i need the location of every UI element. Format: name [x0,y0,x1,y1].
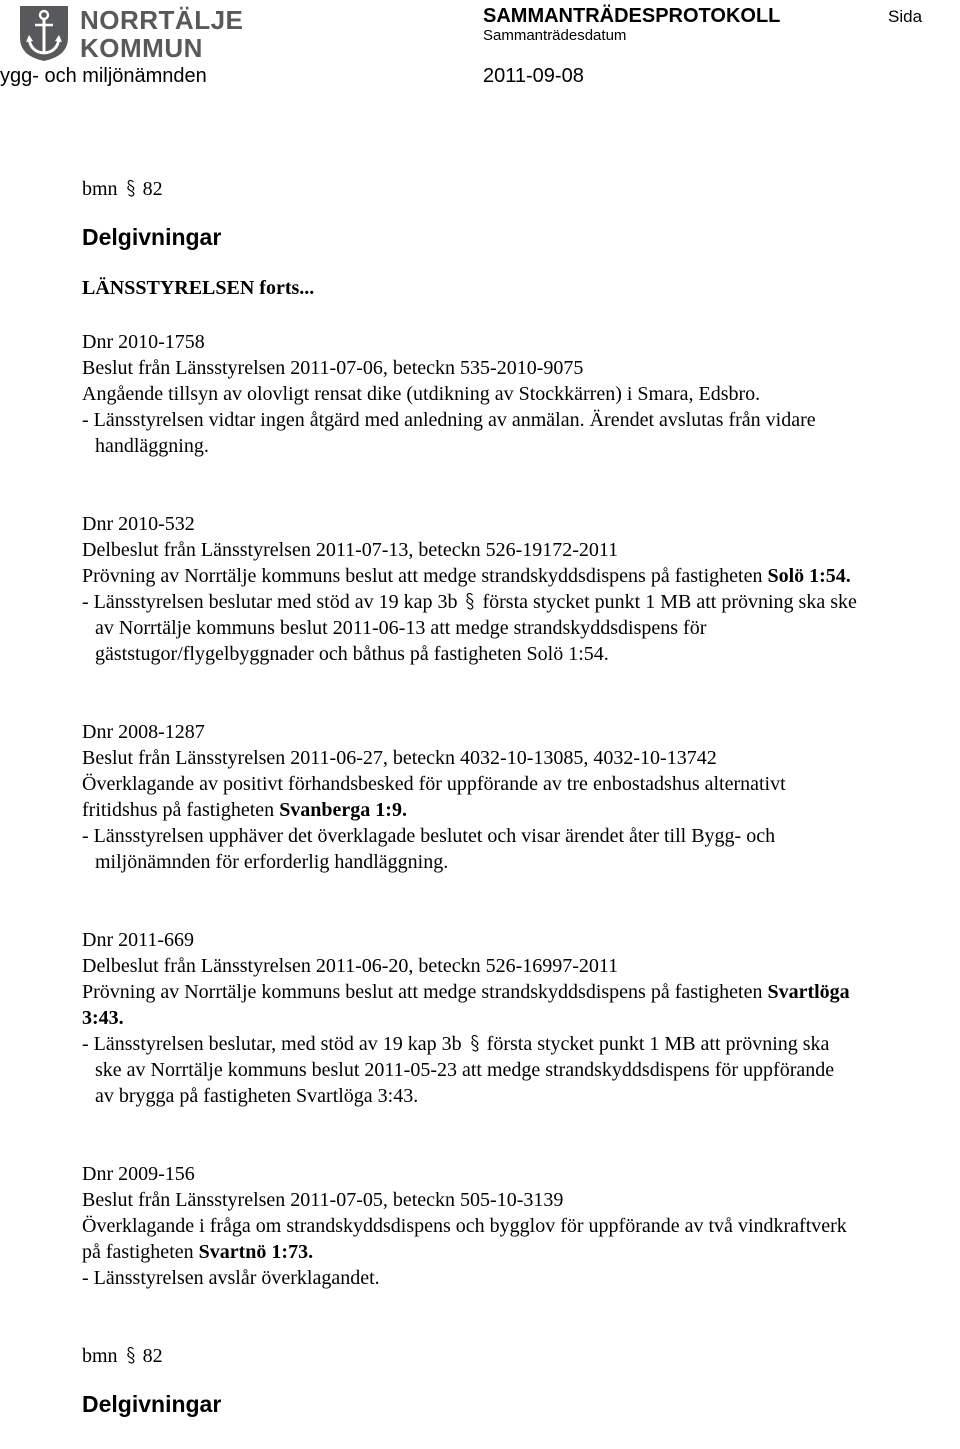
case-outcome-text: första stycket punkt 1 MB att prövning ska ske [482,591,857,613]
case-subject-text: på fastigheten [82,1241,199,1263]
anchor-icon [18,2,70,62]
case-dnr: Dnr 2011-669 [82,929,195,951]
case-outcome-text: första stycket punkt 1 MB att prövning ska [486,1033,830,1055]
case-outcome: - Länsstyrelsen upphäver det överklagade beslutet och visar ärendet åter till Bygg- och [82,825,776,847]
case-outcome-continued: gäststugor/flygelbyggnader och båthus på fastigheten Solö 1:54. [95,643,609,665]
meeting-date: 2011-09-08 [483,65,584,87]
section-heading: Delgivningar [82,1391,222,1417]
ref-number: 82 [142,1345,163,1367]
paragraph-reference [82,176,960,202]
section-sign-icon [465,592,475,610]
property-designation: Solö 1:54. [767,565,851,587]
page-label: Sida [888,7,923,26]
case-subject-text: fritidshus på fastigheten [82,799,280,821]
ref-number: 82 [142,178,163,200]
case-entry [82,719,960,875]
case-entry [82,511,960,667]
case-decision: Beslut från Länsstyrelsen 2011-07-06, beteckn 535-2010-9075 [82,357,584,379]
case-decision: Delbeslut från Länsstyrelsen 2011-07-13, beteckn 526-19172-2011 [82,539,619,561]
case-subject [82,563,960,589]
logo-text-line-2: KOMMUN [80,33,203,63]
authority-subheading: LÄNSSTYRELSEN forts... [82,277,315,299]
case-outcome-continued: av Norrtälje kommuns beslut 2011-06-13 att medge strandskyddsdispens för [95,617,707,639]
case-outcome: - Länsstyrelsen vidtar ingen åtgärd med anledning av anmälan. Ärendet avslutas från vidare [82,409,816,431]
page-header [0,0,960,100]
ref-prefix: bmn [82,1345,118,1367]
case-subject-text: Prövning av Norrtälje kommuns beslut att medge strandskyddsdispens på fastigheten [82,981,768,1003]
case-outcome [82,589,960,615]
document-title: SAMMANTRÄDESPROTOKOLL [483,5,781,27]
department-name: ygg- och miljönämnden [0,65,207,87]
case-subject: Angående tillsyn av olovligt rensat dike (utdikning av Stockkärren) i Smara, Edsbro. [82,383,761,405]
case-dnr: Dnr 2008-1287 [82,721,205,743]
case-outcome: - Länsstyrelsen avslår överklagandet. [82,1267,380,1289]
property-designation: Svartlöga [767,981,850,1003]
case-outcome-continued: ske av Norrtälje kommuns beslut 2011-05-23 att medge strandskyddsdispens för uppförande [95,1059,835,1081]
case-subject: Överklagande i fråga om strandskyddsdispens och bygglov för uppförande av två vindkraftverk [82,1215,847,1237]
case-subject-continued [82,1239,960,1265]
property-designation-continued: 3:43. [82,1007,124,1029]
case-entry [82,329,960,459]
property-designation: Svartnö 1:73. [198,1241,314,1263]
municipality-logo [18,2,244,64]
property-designation: Svanberga 1:9. [279,799,407,821]
case-outcome-continued: handläggning. [95,435,209,457]
case-dnr: Dnr 2010-532 [82,513,195,535]
case-outcome-text: - Länsstyrelsen beslutar med stöd av 19 kap 3b [82,591,458,613]
case-decision: Beslut från Länsstyrelsen 2011-07-05, beteckn 505-10-3139 [82,1189,564,1211]
case-subject: Överklagande av positivt förhandsbesked för uppförande av tre enbostadshus alternativt [82,773,786,795]
case-subject-text: Prövning av Norrtälje kommuns beslut att medge strandskyddsdispens på fastigheten [82,565,768,587]
section-sign-icon [126,179,136,197]
case-outcome-continued: av brygga på fastigheten Svartlöga 3:43. [95,1085,419,1107]
section-sign-icon [126,1346,136,1364]
logo-text-line-1: NORRTÄLJE [80,5,244,35]
case-entry [82,927,960,1109]
section-sign-icon [470,1034,480,1052]
case-outcome [82,1031,960,1057]
case-outcome-continued: miljönämnden för erforderlig handläggning. [95,851,449,873]
ref-prefix: bmn [82,178,118,200]
case-decision: Delbeslut från Länsstyrelsen 2011-06-20, beteckn 526-16997-2011 [82,955,619,977]
case-dnr: Dnr 2010-1758 [82,331,205,353]
case-entry [82,1161,960,1291]
document-body [82,176,960,1422]
case-decision: Beslut från Länsstyrelsen 2011-06-27, beteckn 4032-10-13085, 4032-10-13742 [82,747,717,769]
case-outcome-text: - Länsstyrelsen beslutar, med stöd av 19 kap 3b [82,1033,462,1055]
case-subject-continued [82,797,960,823]
paragraph-reference [82,1343,960,1369]
case-dnr: Dnr 2009-156 [82,1163,195,1185]
section-heading: Delgivningar [82,224,222,250]
meeting-date-label: Sammanträdesdatum [483,27,627,44]
case-subject [82,979,960,1005]
